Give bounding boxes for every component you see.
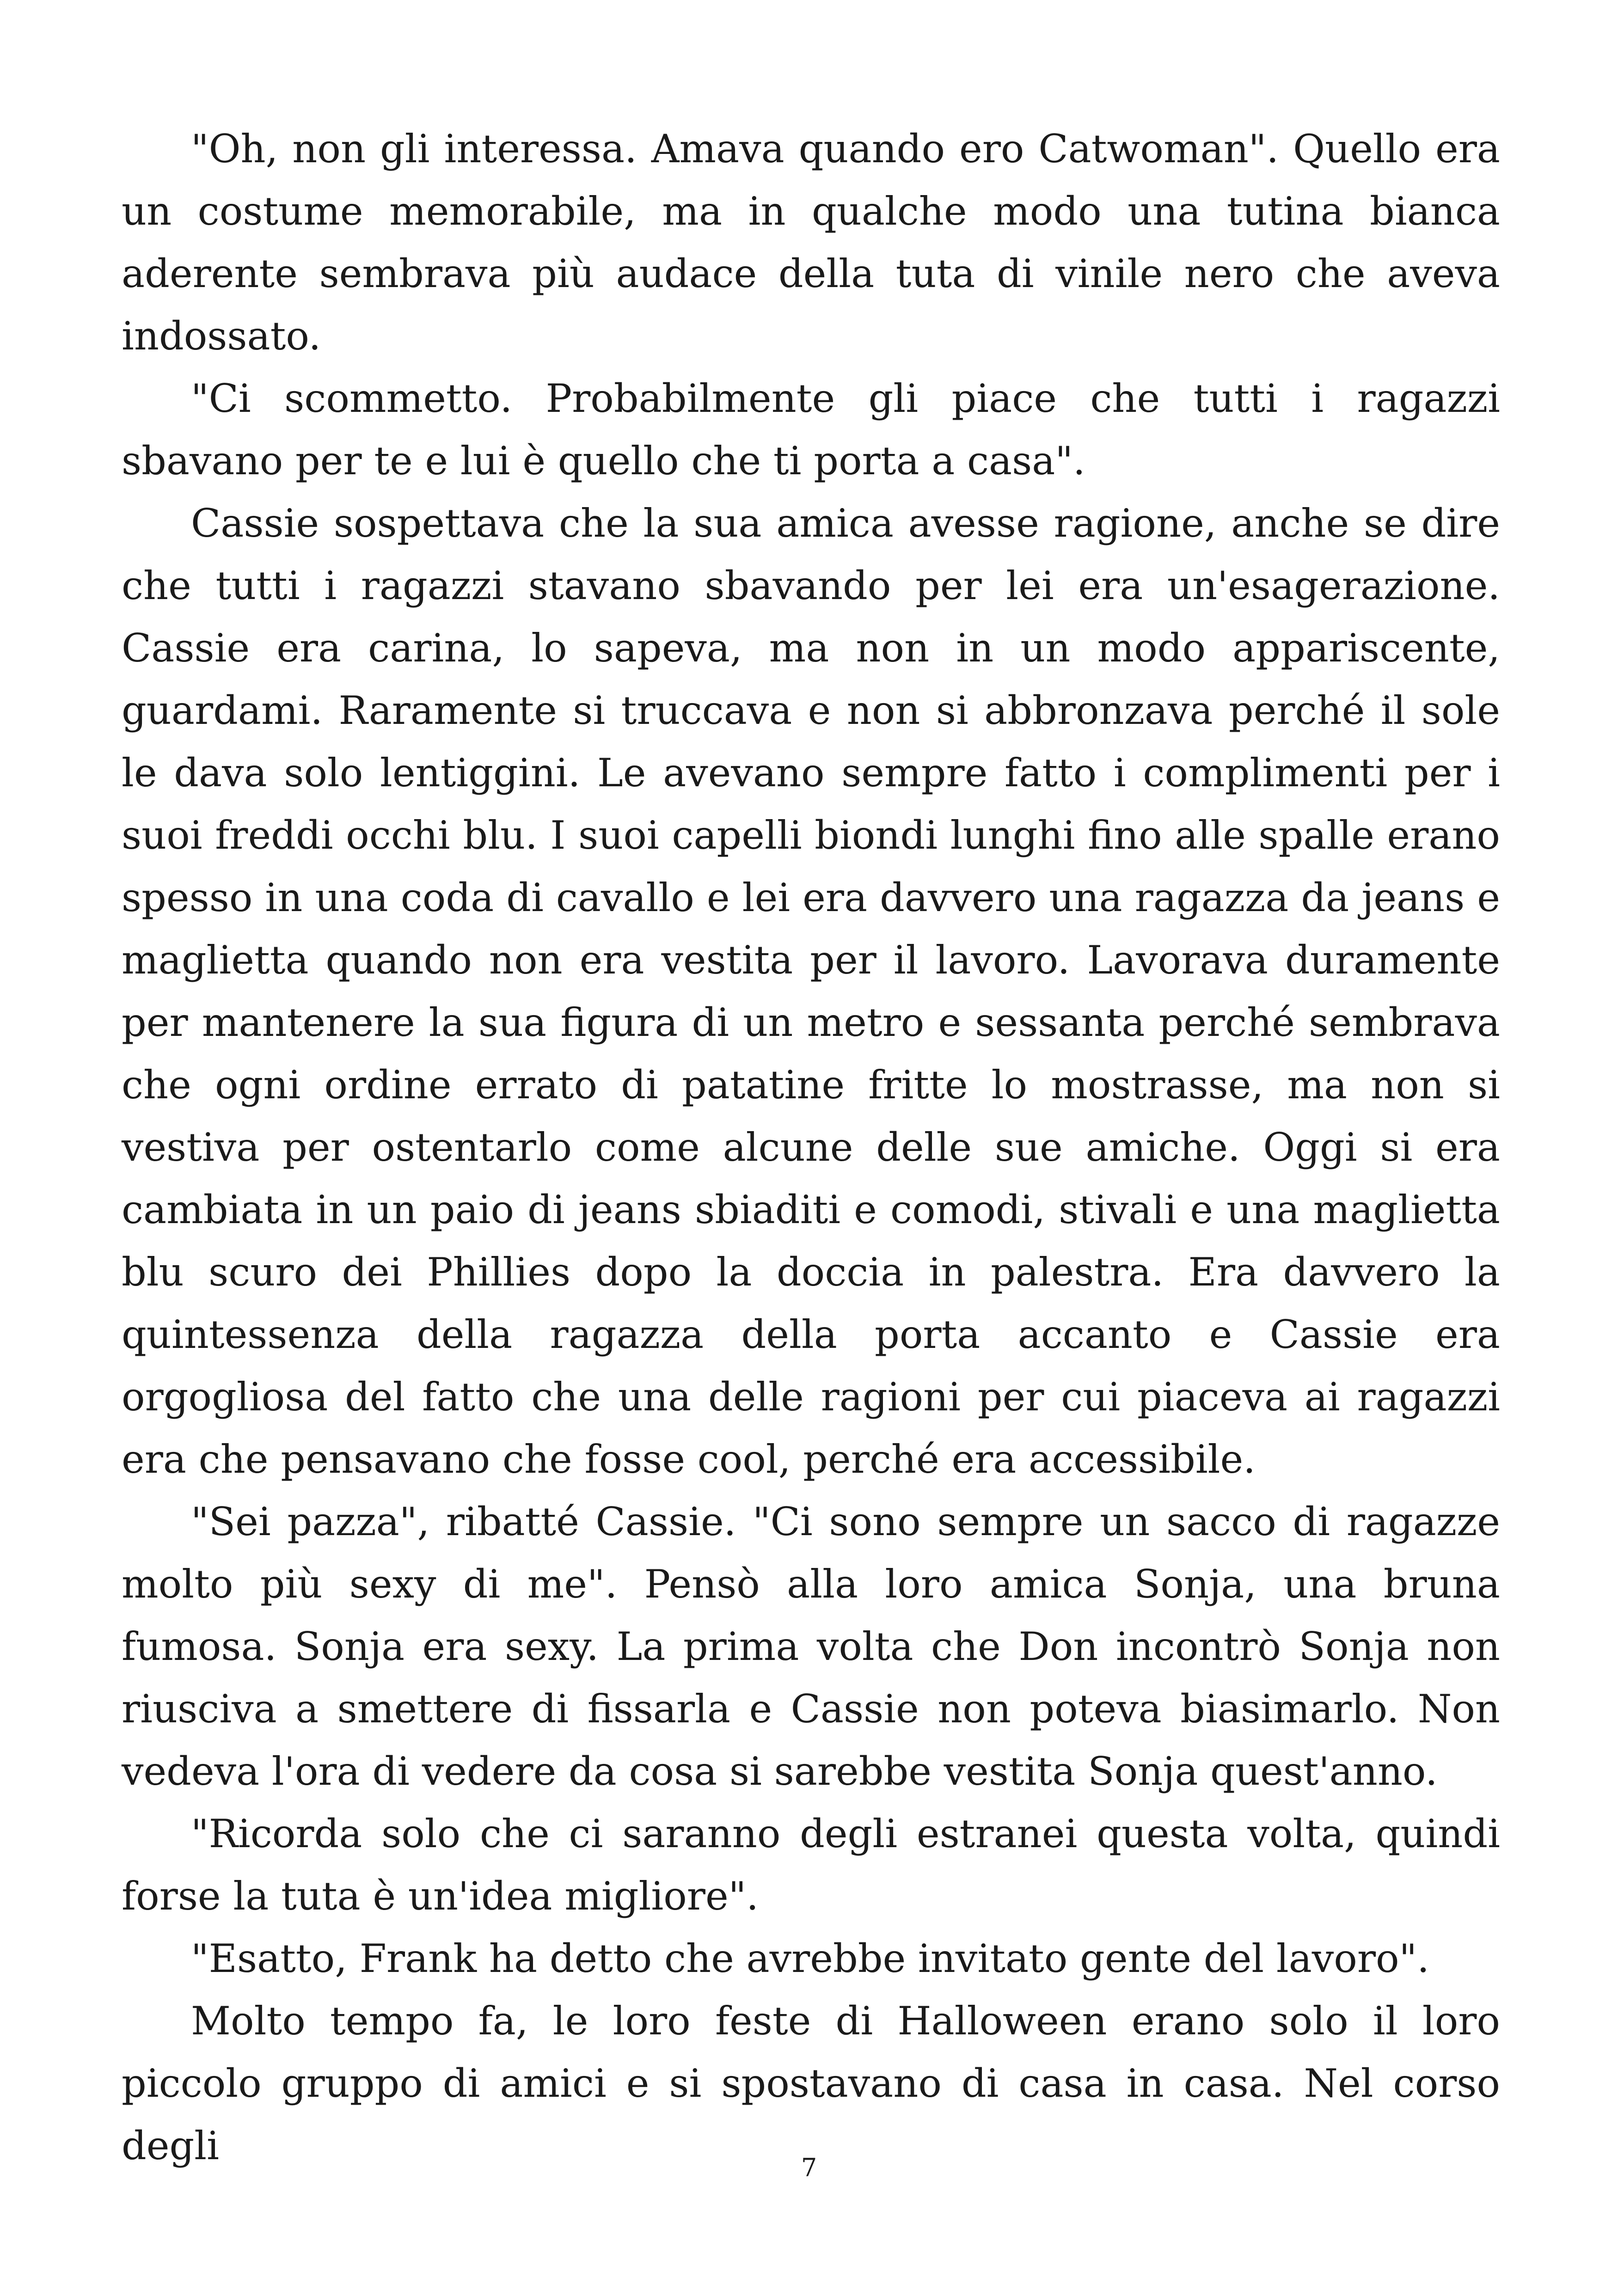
paragraph-3: Cassie sospettava che la sua amica avesse ragione, anche se dire che tutti i ragazzi stavano sbavando per lei era un'esagerazione. Cassie era carina, lo sapeva, ma non in un modo appariscente, guardami. Raramente si truccava e non si abbronzava perché il sole le dava solo lentiggini. Le avevano sempre fatto i complimenti per i suoi freddi occhi blu. I suoi capelli biondi lunghi fino alle spalle erano spesso in una coda di cavallo e lei era davvero una ragazza da jeans e maglietta quando non era vestita per il lavoro. Lavorava duramente per mantenere la sua figura di un metro e sessanta perché sembrava che ogni ordine errato di patatine fritte lo mostrasse, ma non si vestiva per ostentarlo come alcune delle sue amiche. Oggi si era cambiata in un paio di jeans sbiaditi e comodi, stivali e una maglietta blu scuro dei Phillies dopo la doccia in palestra. Era davvero la quintessenza della ragazza della porta accanto e Cassie era orgogliosa del fatto che una delle ragioni per cui piaceva ai ragazzi era che pensavano che fosse cool, perché era accessibile. <box>122 501 1500 1482</box>
paragraph-7: Molto tempo fa, le loro feste di Halloween erano solo il loro piccolo gruppo di amici e si spostavano di casa in casa. Nel corso degli <box>122 1998 1500 2168</box>
page-body <box>122 118 1500 2177</box>
paragraph-2: "Ci scommetto. Probabilmente gli piace che tutti i ragazzi sbavano per te e lui è quello che ti porta a casa". <box>122 376 1500 484</box>
paragraph-1: "Oh, non gli interessa. Amava quando ero Catwoman". Quello era un costume memorabile, ma in qualche modo una tutina bianca aderente sembrava più audace della tuta di vinile nero che aveva indossato. <box>122 126 1500 359</box>
paragraph-6: "Esatto, Frank ha detto che avrebbe invitato gente del lavoro". <box>191 1936 1429 1981</box>
page-number: 7 <box>801 2153 817 2182</box>
paragraph-5: "Ricorda solo che ci saranno degli estranei questa volta, quindi forse la tuta è un'idea migliore". <box>122 1811 1500 1919</box>
paragraph-4: "Sei pazza", ribatté Cassie. "Ci sono sempre un sacco di ragazze molto più sexy di me". Pensò alla loro amica Sonja, una bruna fumosa. Sonja era sexy. La prima volta che Don incontrò Sonja non riusciva a smettere di fissarla e Cassie non poteva biasimarlo. Non vedeva l'ora di vedere da cosa si sarebbe vestita Sonja quest'anno. <box>122 1499 1500 1794</box>
